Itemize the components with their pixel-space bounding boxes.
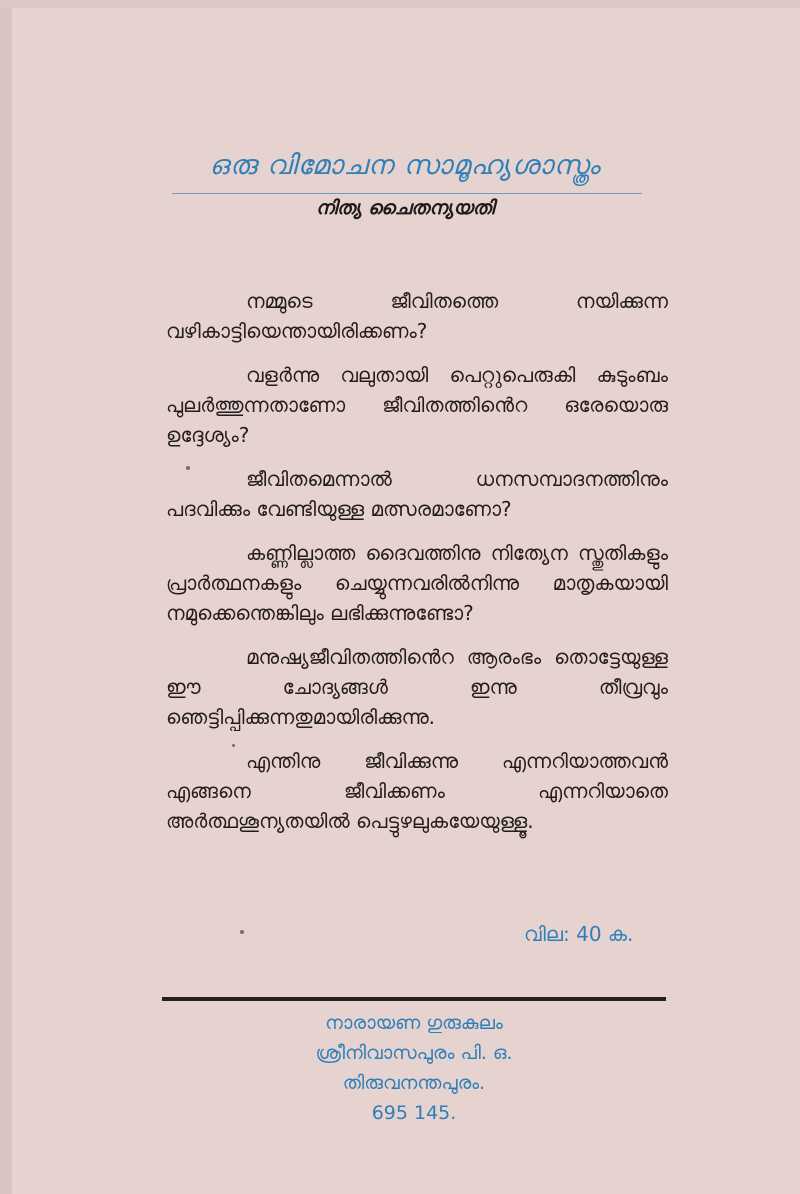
blurb-paragraph: വളർന്നു വലുതായി പെറ്റുപെരുകി കുടുംബം പുലർത്തുന്നതാണോ ജീവിതത്തിൻെറ ഒരേയൊരു ഉദ്ദേശ്യം? <box>166 363 668 447</box>
price-label: വില: 40 ക. <box>524 922 634 946</box>
publisher-city: തിരുവനന്തപുരം. <box>342 1072 486 1094</box>
paper-speck <box>186 466 190 470</box>
publisher-pin: 695 145. <box>371 1102 457 1124</box>
blurb-paragraph: എന്തിനു ജീവിക്കുന്നു എന്നറിയാത്തവൻ എങ്ങനെ ജീവിക്കണം എന്നറിയാതെ അർത്ഥശൂന്യതയിൽ പെട്ടുഴലുകയേയുള്ളൂ. <box>166 749 668 833</box>
publisher-block <box>162 1008 666 1128</box>
blurb-text <box>166 286 668 850</box>
blurb-paragraph: മനുഷ്യജീവിതത്തിൻെറ ആരംഭം തൊട്ടേയുള്ള ഈ ചോദ്യങ്ങൾ ഇന്നു തീവ്രവും ഞെട്ടിപ്പിക്കുന്നതുമായിരിക്കുന്നു. <box>166 645 668 729</box>
blurb-paragraph: ജീവിതമെന്നാൽ ധനസമ്പാദനത്തിനും പദവിക്കും വേണ്ടിയുള്ള മത്സരമാണോ? <box>166 467 668 521</box>
author-name: നിത്യ ചൈതന്യയതി <box>315 197 495 219</box>
title-underline <box>172 193 642 194</box>
publisher-address: ശ്രീനിവാസപുരം പി. ഒ. <box>315 1042 513 1064</box>
publisher-name: നാരായണ ഗുരുകുലം <box>325 1012 503 1034</box>
book-title: ഒരു വിമോചന സാമൂഹ്യശാസ്ത്രം <box>209 150 601 181</box>
blurb-paragraph: കണ്ണില്ലാത്ത ദൈവത്തിനു നിത്യേന സ്തുതികളും പ്രാർത്ഥനകളും ചെയ്യുന്നവരിൽനിന്നു മാതൃകയായി നമുക്കെന്തെങ്കിലും ലഭിക്കുന്നുണ്ടോ? <box>166 541 668 625</box>
cover-left-edge <box>0 0 12 1194</box>
paper-speck <box>232 744 235 747</box>
divider-rule <box>162 997 666 1001</box>
cover-top-edge <box>0 0 800 8</box>
blurb-paragraph: നമ്മുടെ ജീവിതത്തെ നയിക്കുന്ന വഴികാട്ടിയെന്തായിരിക്കണം? <box>166 289 668 343</box>
paper-speck <box>240 930 244 934</box>
